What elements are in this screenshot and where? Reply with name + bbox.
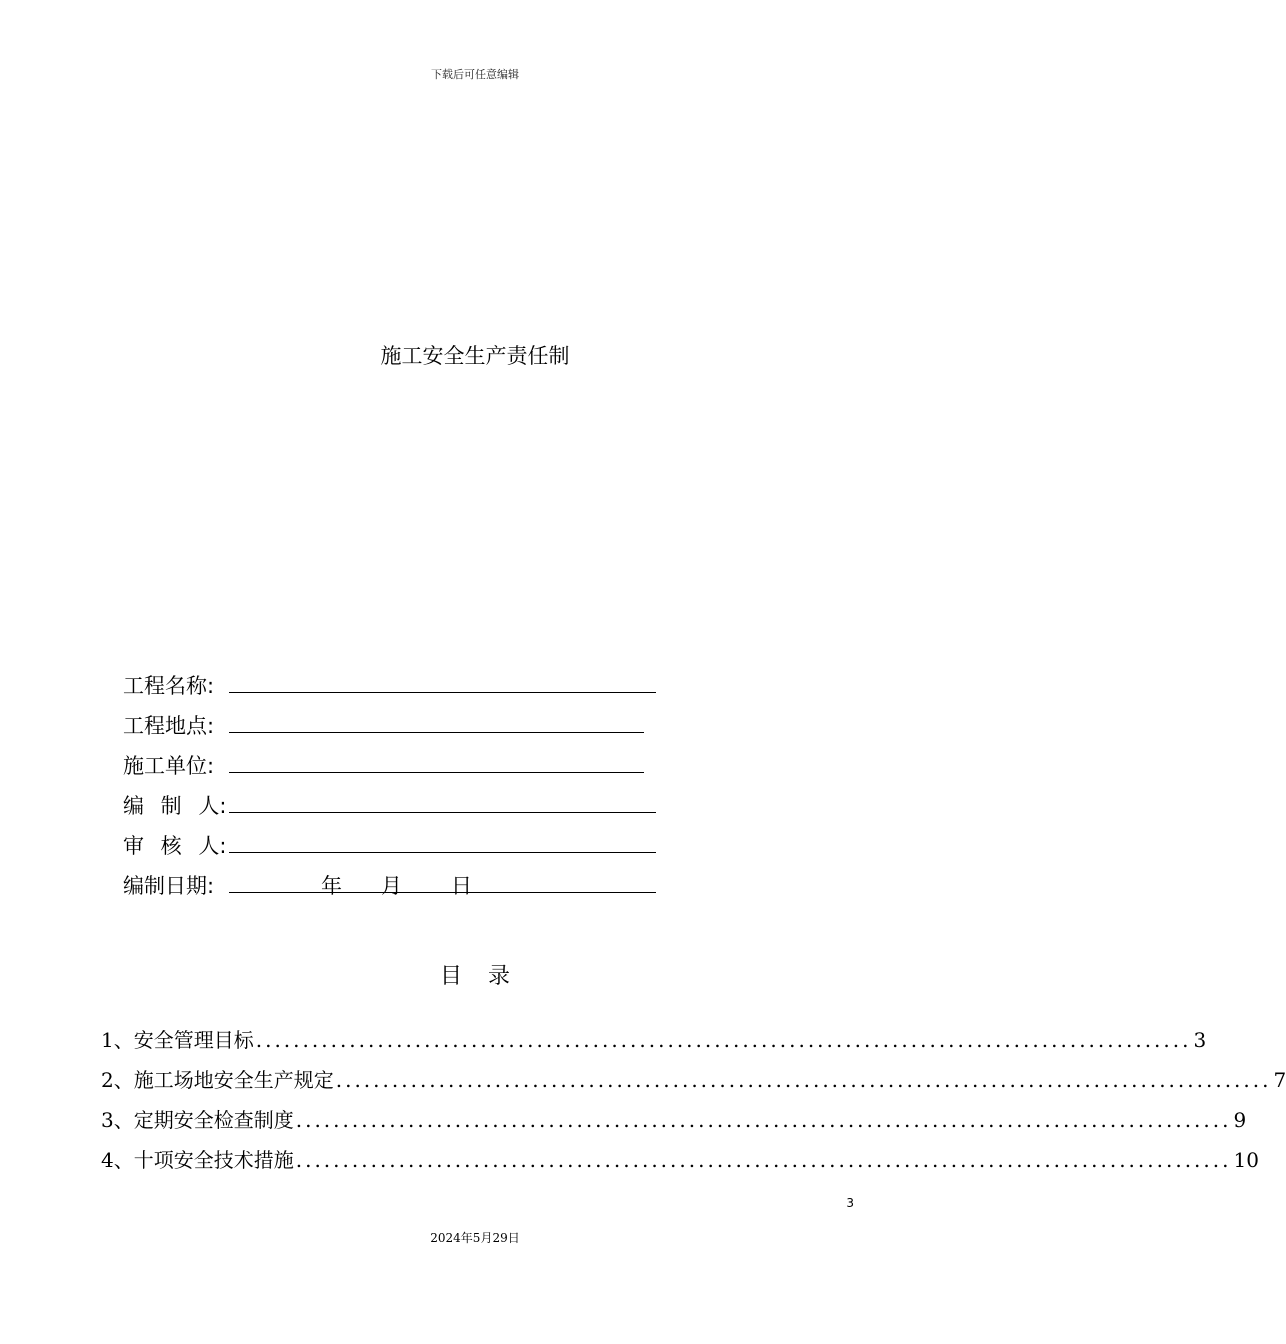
document-title: 施工安全生产责任制 (380, 344, 570, 368)
compiler-label: 编 制 人: (123, 794, 227, 818)
toc-item-page: 3 (1193, 1028, 1207, 1052)
toc-leader-dots: .................................................................................................... (295, 1148, 1232, 1172)
toc-item[interactable] (101, 1064, 1286, 1104)
table-of-contents (101, 1024, 1286, 1184)
date-day-label: 日 (451, 874, 472, 898)
compile-date-line[interactable] (229, 892, 656, 893)
toc-item[interactable] (101, 1024, 1207, 1064)
toc-item-page: 7 (1273, 1068, 1286, 1092)
reviewer-line[interactable] (229, 852, 656, 853)
toc-leader-dots: .................................................................................................... (255, 1028, 1192, 1052)
toc-item-text: 安全管理目标 (133, 1028, 254, 1052)
construction-unit-label: 施工单位: (123, 754, 215, 778)
toc-item-number: 1、 (101, 1028, 134, 1052)
reviewer-label: 审 核 人: (123, 834, 227, 858)
project-location-line[interactable] (229, 732, 644, 733)
toc-item-number: 2、 (101, 1068, 134, 1092)
compile-date-label: 编制日期: (123, 874, 215, 898)
toc-item-page: 10 (1233, 1148, 1259, 1172)
compiler-line[interactable] (229, 812, 656, 813)
construction-unit-line[interactable] (229, 772, 644, 773)
project-name-line[interactable] (229, 692, 656, 693)
date-month-label: 月 (381, 874, 402, 898)
date-year-label: 年 (321, 874, 342, 898)
header-note: 下载后可任意编辑 (431, 68, 519, 81)
project-name-label: 工程名称: (123, 674, 215, 698)
toc-item[interactable] (101, 1104, 1247, 1144)
toc-item-text: 定期安全检查制度 (133, 1108, 294, 1132)
toc-item-page: 9 (1233, 1108, 1247, 1132)
project-location-label: 工程地点: (123, 714, 215, 738)
toc-item-text: 十项安全技术措施 (133, 1148, 294, 1172)
toc-item-number: 4、 (101, 1148, 134, 1172)
footer-date: 2024年5月29日 (430, 1231, 520, 1245)
page-number: 3 (846, 1196, 854, 1210)
toc-title: 目录 (439, 964, 536, 989)
toc-leader-dots: .................................................................................................... (335, 1068, 1272, 1092)
toc-item-text: 施工场地安全生产规定 (133, 1068, 334, 1092)
toc-item-number: 3、 (101, 1108, 134, 1132)
toc-leader-dots: .................................................................................................... (295, 1108, 1232, 1132)
toc-item[interactable] (101, 1144, 1259, 1184)
